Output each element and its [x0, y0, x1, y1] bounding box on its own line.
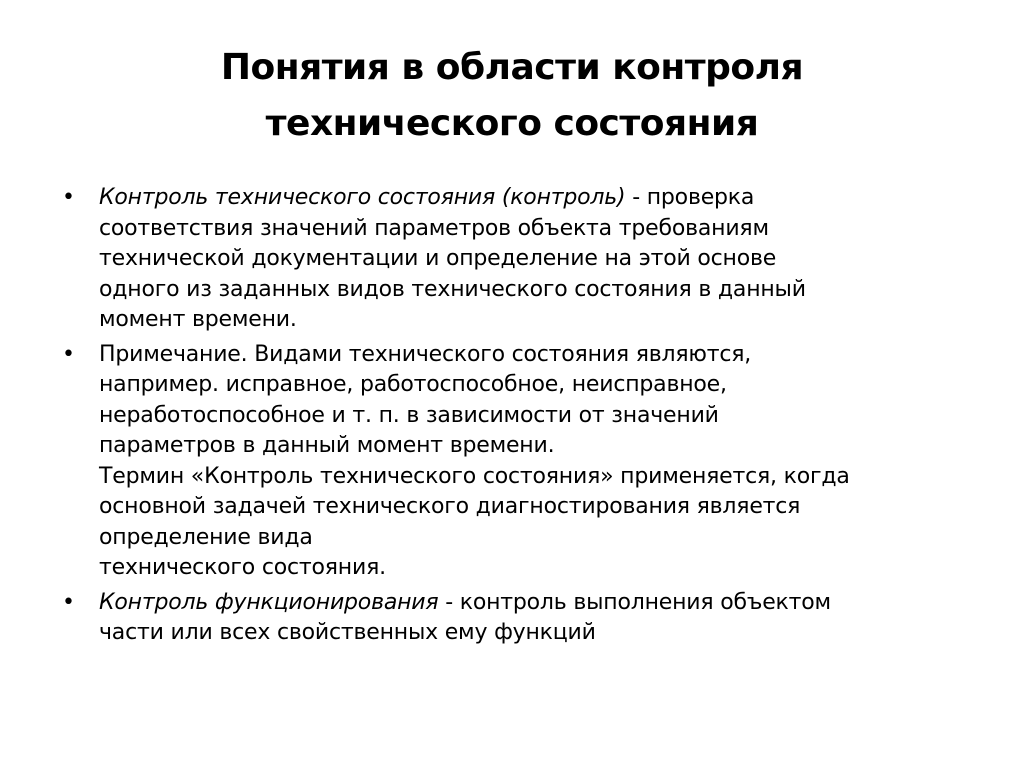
bullet-dot-icon: •: [62, 185, 75, 210]
bullet-dot-icon: •: [62, 589, 75, 615]
bullet-line: момент времени.: [99, 307, 297, 332]
line-text: - контроль выполнения объектом: [438, 589, 831, 615]
slide-title: [60, 40, 964, 152]
bullet-item-function-control: [62, 588, 982, 649]
bullet-line: основной задачей технического диагностирования является: [99, 494, 801, 519]
line-text: - проверка: [625, 185, 755, 210]
bullet-line: Примечание. Видами технического состояния являются,: [99, 341, 752, 367]
term-italic: Контроль технического состояния (контроль): [99, 185, 626, 210]
bullet-list: [62, 183, 982, 653]
bullet-line: [99, 588, 982, 619]
bullet-line: [99, 183, 982, 214]
bullet-line: технического состояния.: [99, 555, 386, 580]
bullet-item-note: [62, 340, 982, 584]
term-italic: Контроль функционирования: [99, 589, 439, 615]
bullet-line: части или всех свойственных ему функций: [99, 620, 596, 645]
bullet-line: неработоспособное и т. п. в зависимости от значений: [99, 402, 719, 428]
bullet-line: например. исправное, работоспособное, неисправное,: [99, 372, 727, 397]
bullet-line: технической документации и определение на этой основе: [99, 246, 777, 271]
bullet-line: соответствия значений параметров объекта требованиям: [99, 215, 769, 241]
bullet-line: одного из заданных видов технического состояния в данный: [99, 276, 806, 302]
bullet-item-control-definition: [62, 183, 982, 336]
title-line-1: Понятия в области контроля: [220, 47, 804, 88]
bullet-line: Термин «Контроль технического состояния» применяется, когда: [99, 463, 850, 489]
bullet-dot-icon: •: [62, 341, 75, 367]
bullet-line: параметров в данный момент времени.: [99, 433, 555, 458]
bullet-line: определение вида: [99, 524, 313, 550]
title-line-2: технического состояния: [265, 103, 759, 144]
